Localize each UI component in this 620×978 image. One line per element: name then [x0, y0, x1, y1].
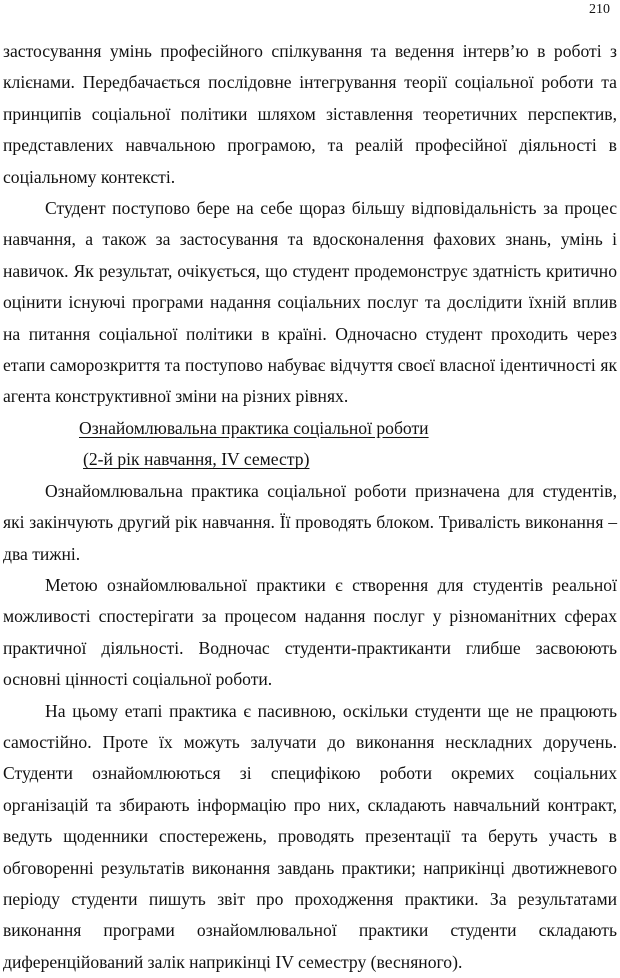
page-body: [3, 36, 617, 978]
paragraph-student-responsibility: Студент поступово бере на себе щораз більшу відповідальність за процес навчання, а також за застосування та вдосконалення фахових знань, умінь і навичок. Як результат, очікується, що студент продемонструє здатність критично оцінити існуючі програми надання соціальних послуг та дослідити їхній вплив на питання соціальної політики в країні. Одночасно студент проходить через етапи саморозкриття та поступово набуває відчуття своєї власної ідентичності як агента конструктивної зміни на різних рівнях.: [3, 198, 617, 407]
paragraph-continuation: застосування умінь професійного спілкування та ведення інтерв’ю в роботі з клієнами. Передбачається послідовне інтегрування теорії соціальної роботи та принципів соціальної політики шляхом зіставлення теоретичних перспектив, представлених навчальною програмою, та реалій професійної діяльності в соціальному контексті.: [3, 41, 617, 187]
page-number: 210: [589, 2, 610, 17]
section-subheading: (2-й рік навчання, IV семестр): [83, 449, 310, 470]
paragraph-practice-goal: Метою ознайомлювальної практики є створення для студентів реальної можливості спостерігати за процесом надання послуг у різноманітних сферах практичної діяльності. Водночас студенти-практиканти глибше засвоюють основні цінності соціальної роботи.: [3, 574, 617, 690]
paragraph-practice-stage: На цьому етапі практика є пасивною, оскільки студенти ще не працюють самостійно. Проте їх можуть залучати до виконання нескладних доручень. Студенти ознайомлюються зі специфікою роботи окремих соціальних організацій та збирають інформацію про них, складають навчальний контракт, ведуть щоденники спостережень, проводять презентації та беруть участь в обговоренні результатів виконання завдань практики; наприкінці двотижневого періоду студенти пишуть звіт про проходження практики. За результатами виконання програми ознайомлювальної практики студенти складають диференційований залік наприкінці IV семестру (весняного).: [3, 700, 617, 972]
section-heading: Ознайомлювальна практика соціальної роботи: [79, 417, 429, 438]
paragraph-practice-intro: Ознайомлювальна практика соціальної роботи призначена для студентів, які закінчують другий рік навчання. Її проводять блоком. Тривалість виконання – два тижні.: [3, 480, 617, 564]
